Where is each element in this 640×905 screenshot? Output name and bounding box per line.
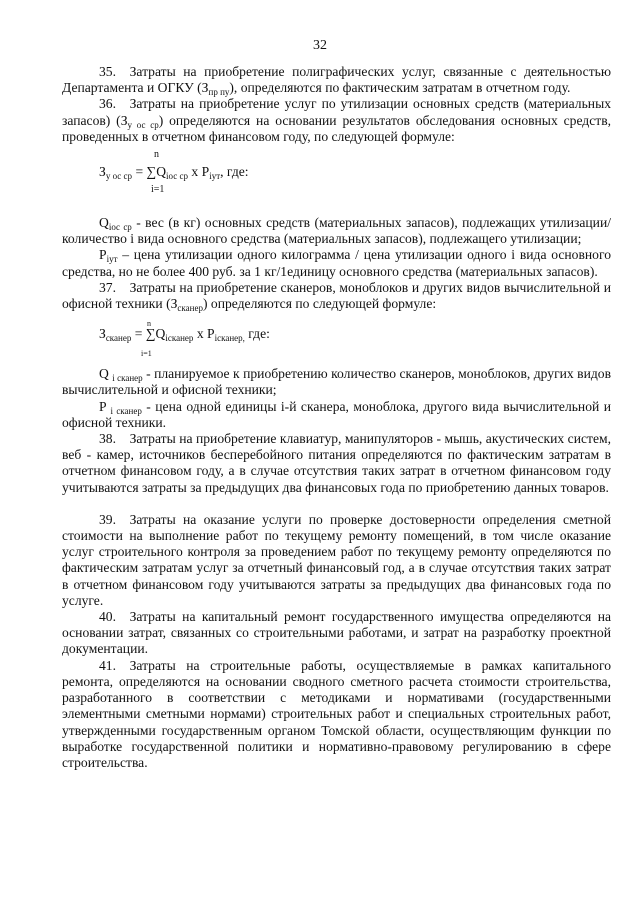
formula-2-equals: =	[134, 326, 143, 342]
paragraph-40: 40. Затраты на капитальный ремонт государственного имущества определяются на основании затрат, связанных со строительными работами, и затрат на разработку проектной документации.	[62, 609, 611, 657]
definition-q1-symbol: Q	[99, 215, 109, 231]
formula-1-upper-limit: n	[154, 149, 159, 161]
definition-p-utilization	[62, 247, 611, 279]
page-number: 32	[313, 38, 327, 53]
formula-1-lhs: З	[99, 164, 106, 180]
definition-q2-text: - планируемое к приобретению количество сканеров, моноблоков, других видов вычислительной и офисной техники;	[62, 366, 611, 398]
formula-utilization	[62, 147, 611, 209]
definition-p2-symbol: P	[99, 398, 111, 414]
definition-p1-subscript: iут	[106, 254, 118, 265]
paragraph-36-text: 36. Затраты на приобретение услуг по утилизации основных средств (материальных запасов) (З	[62, 96, 611, 128]
definition-p2-text: - цена одной единицы i-й сканера, моноблока, другого вида вычислительной и офисной техники.	[62, 398, 611, 430]
formula-2-multiply: x	[196, 326, 204, 342]
formula-1-multiply: x	[191, 164, 199, 180]
definition-q1-text: - вес (в кг) основных средств (материальных запасов), подлежащих утилизации/ количество i вида основного средства (материальных запасов), подлежащего утилизации;	[62, 215, 611, 247]
formula-2-lhs: З	[99, 326, 106, 342]
definition-q-utilization	[62, 215, 611, 247]
formula-2-lhs-subscript: сканер	[105, 333, 132, 344]
formula-2-upper-limit: n	[147, 319, 151, 329]
formula-2-where: где:	[244, 326, 270, 342]
paragraph-36-end: ) определяются на основании результатов обследования основных средств, проведенных в отчетном финансовом году, по следующей формуле:	[62, 112, 612, 144]
definition-q-scanner	[62, 366, 611, 398]
paragraph-37	[62, 280, 611, 312]
definition-q1-subscript: iос ср	[108, 222, 132, 233]
formula-2-sigma: ∑	[145, 326, 156, 342]
formula-scanner	[62, 316, 611, 362]
definition-q2-symbol: Q	[99, 366, 113, 382]
paragraph-37-end: ) определяются по следующей формуле:	[202, 296, 437, 312]
formula-1-p: P	[201, 164, 210, 180]
definition-p1-symbol: P	[99, 247, 107, 263]
formula-1-q: Q	[156, 164, 167, 180]
formula-1-lower-limit: i=1	[151, 184, 165, 196]
paragraph-39: 39. Затраты на оказание услуги по проверке достоверности определения сметной стоимости на выполнение работ по текущему ремонту помещений, в том числе оказание услуг строительного контроля за проведением работ по текущему ремонту определяются по фактическим затратам услуг за отчетный финансовый год, а в случае отсутствия таких затрат в отчетном финансовом году учитываются затраты за предыдущих два финансовых года по услуге.	[62, 511, 611, 608]
paragraph-35	[62, 64, 611, 96]
formula-1-where: , где:	[220, 164, 249, 180]
paragraph-36	[62, 96, 611, 145]
paragraph-41: 41. Затраты на строительные работы, осуществляемые в рамках капитального ремонта, определяются на основании сводного сметного расчета стоимости строительства, разработанного в соответствии с методиками и нормативами (государственными элементными сметными нормами) строительных работ и специальных строительных работ, утвержденными государственным органом Томской области, осуществляющим функции по выработке государственной политики и нормативно-правовому регулированию в сфере строительства.	[62, 657, 611, 770]
formula-1-sigma: ∑	[146, 164, 157, 180]
paragraph-36-subscript: у ос ср	[127, 119, 159, 130]
definition-p2-subscript: i сканер	[110, 405, 142, 416]
definition-p-scanner	[62, 399, 611, 431]
document-body	[62, 64, 611, 771]
formula-2-p-subscript: iсканер,	[214, 333, 245, 344]
formula-1-p-subscript: iут	[209, 171, 221, 182]
paragraph-spacer	[62, 496, 611, 512]
formula-2-body	[99, 326, 270, 342]
formula-1-equals: =	[135, 164, 144, 180]
paragraph-38: 38. Затраты на приобретение клавиатур, манипуляторов - мышь, акустических систем, веб - камер, источников бесперебойного питания определяются по фактическим затратам в отчетном финансовом году, а в случае отсутствия таких затрат в отчетном финансовом году учитываются затраты за предыдущих два финансовых года по приобретению данных товаров.	[62, 431, 611, 495]
paragraph-37-text: 37. Затраты на приобретение сканеров, моноблоков и других видов вычислительной и офисной техники (З	[62, 279, 611, 312]
paragraph-35-text: 35. Затраты на приобретение полиграфических услуг, связанные с деятельностью Департамента и ОГКУ (З	[62, 64, 611, 96]
formula-2-q: Q	[155, 326, 166, 342]
formula-1-lhs-subscript: у ос ср	[105, 171, 133, 182]
formula-2-p: P	[207, 326, 215, 342]
paragraph-35-subscript: пр пу	[208, 87, 230, 98]
formula-2-q-subscript: iсканер	[165, 333, 194, 344]
formula-2-lower-limit: i=1	[141, 349, 152, 359]
definition-q2-subscript: i сканер	[112, 373, 143, 384]
formula-1-body	[99, 164, 249, 180]
paragraph-35-end: ), определяются по фактическим затратам в отчетном году.	[229, 80, 571, 96]
formula-1-q-subscript: iос ср	[166, 171, 189, 182]
definition-p1-text: – цена утилизации одного килограмма / цена утилизации одного i вида основного средства, но не более 400 руб. за 1 кг/1единицу основного средства (материальных запасов).	[62, 247, 611, 279]
paragraph-37-subscript: сканер	[177, 303, 203, 314]
